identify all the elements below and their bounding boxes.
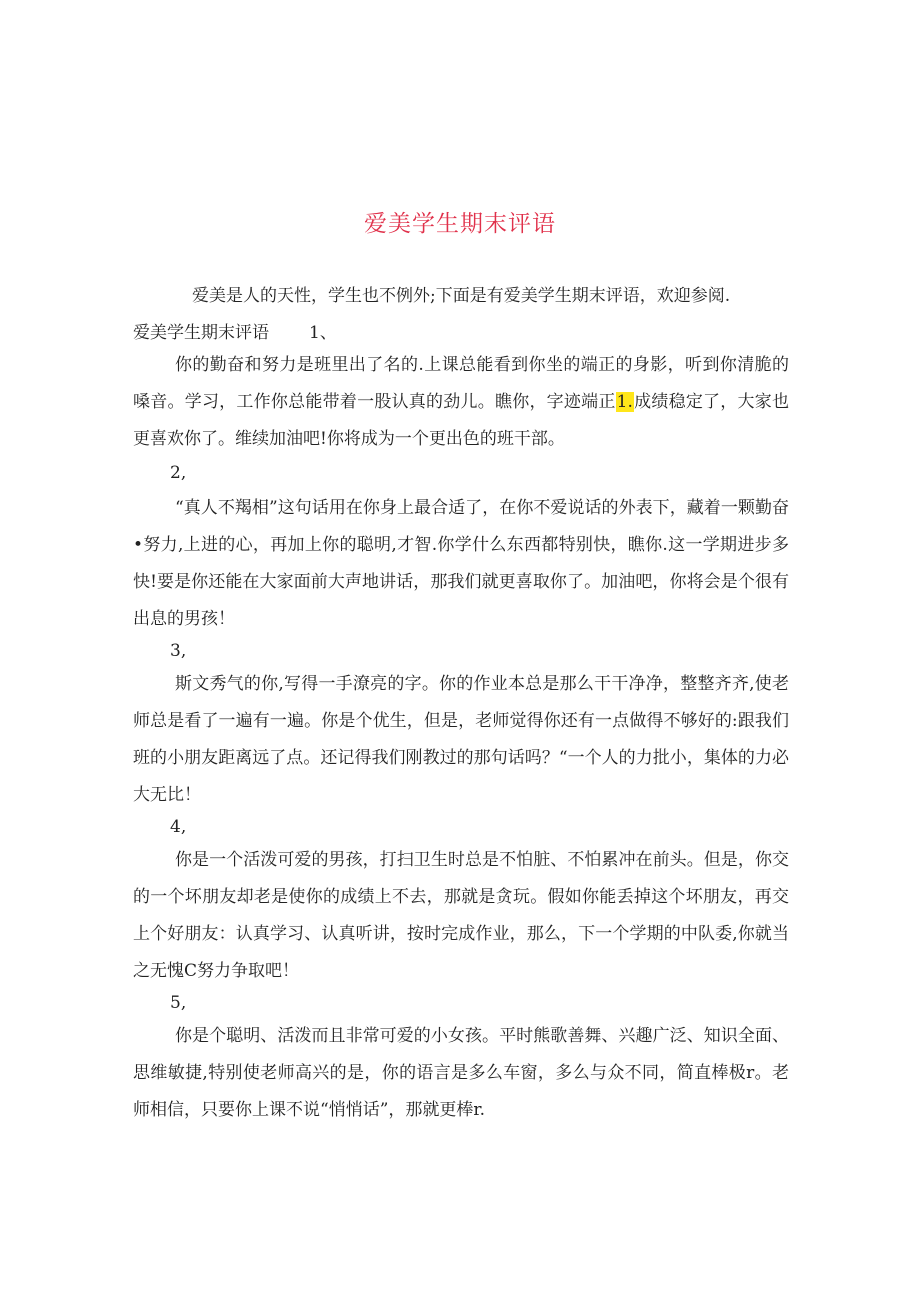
entry-number-3: 3, xyxy=(170,641,187,661)
highlighted-text: 1. xyxy=(616,392,633,412)
section-heading xyxy=(133,322,337,344)
entry-number-2: 2, xyxy=(170,463,187,483)
entry-paragraph-1 xyxy=(133,347,789,458)
entry-paragraph-5: 你是个聪明、活泼而且非常可爱的小女孩。平时熊歌善舞、兴趣广泛、知识全面、思维敏捷,特别使老师高兴的是，你的语言是多么车窗，多么与众不同，简直棒极r。老师相信，只要你上课不说“悄悄话”，那就更棒r. xyxy=(133,1026,789,1120)
document-title: 爱美学生期末评语 xyxy=(364,211,556,237)
entry-1-text-after: 成绩稳定了，大家也更喜欢你了。维续加油吧!你将成为一个更出色的班干部。 xyxy=(133,392,790,449)
entry-number-4: 4, xyxy=(170,817,187,837)
entry-number-5: 5, xyxy=(170,993,187,1013)
entry-paragraph-2: “真人不羯相”这句话用在你身上最合适了，在你不爱说话的外表下，藏着一颗勤奋•努力,上进的心，再加上你的聪明,才智.你学什么东西都特别快，瞧你.这一学期进步多快!要是你还能在大家面前大声地讲话，那我们就更喜取你了。加油吧，你将会是个很有出息的男孩！ xyxy=(133,498,789,629)
entry-paragraph-4: 你是一个活泼可爱的男孩，打扫卫生时总是不怕脏、不怕累冲在前头。但是，你交的一个坏朋友却老是使你的成绩上不去，那就是贪玩。假如你能丢掉这个坏朋友，再交上个好朋友：认真学习、认真听讲，按时完成作业，那么，下一个学期的中队委,你就当之无愧C努力争取吧！ xyxy=(133,850,789,981)
section-label: 爱美学生期末评语 xyxy=(133,323,269,343)
intro-paragraph: 爱美是人的天性，学生也不例外;下面是有爱美学生期末评语，欢迎参阅. xyxy=(192,286,731,306)
entry-paragraph-3: 斯文秀气的你,写得一手潦亮的字。你的作业本总是那么干干净净，整整齐齐,使老师总是看了一遍有一遍。你是个优生，但是，老师觉得你还有一点做得不够好的:跟我们班的小朋友距离远了点。还记得我们刚教过的那句话吗？“一个人的力批小，集体的力必大无比！ xyxy=(133,674,789,805)
entry-number-1: 1、 xyxy=(309,323,337,343)
entry-1-text-before: 你的勤奋和努力是班里出了名的.上课总能看到你坐的端正的身影，听到你清脆的嗓音。学习，工作你总能带着一股认真的劲儿。瞧你，字迹端正 xyxy=(133,355,789,412)
